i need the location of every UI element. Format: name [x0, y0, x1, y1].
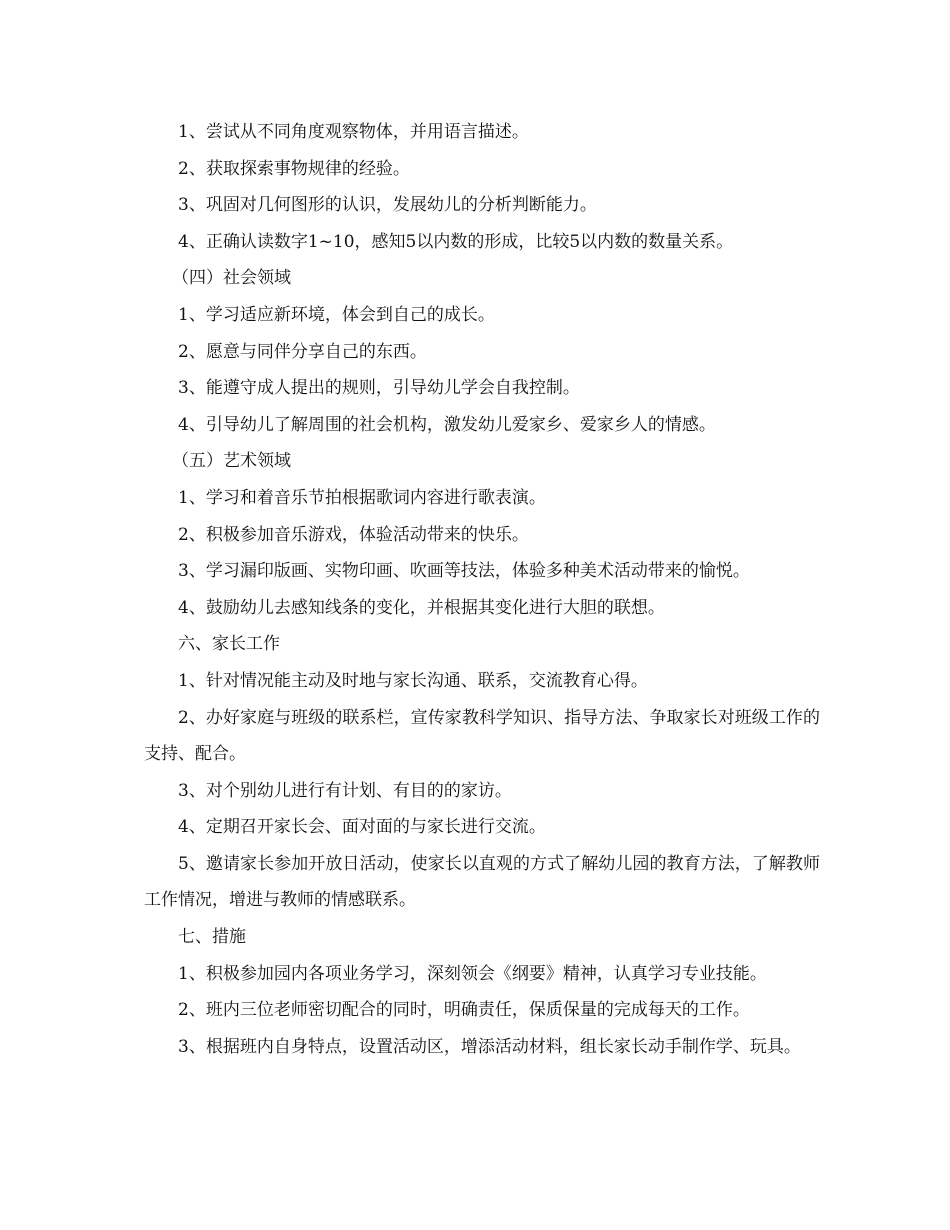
document-body [144, 114, 820, 1065]
section-heading: （四）社会领域 [172, 268, 291, 289]
section-heading: 七、措施 [178, 927, 246, 948]
paragraph: 1、针对情况能主动及时地与家长沟通、联系，交流教育心得。 [178, 670, 648, 691]
paragraph: 2、愿意与同伴分享自己的东西。 [178, 341, 427, 362]
paragraph: 4、正确认读数字1~10，感知5以内数的形成，比较5以内数的数量关系。 [178, 231, 734, 252]
paragraph: 3、对个别幼儿进行有计划、有目的的家访。 [178, 780, 512, 801]
paragraph: 3、学习漏印版画、实物印画、吹画等技法，体验多种美术活动带来的愉悦。 [178, 561, 750, 582]
section-heading: （五）艺术领域 [172, 451, 291, 472]
paragraph: 3、巩固对几何图形的认识，发展幼儿的分析判断能力。 [178, 195, 597, 216]
paragraph: 4、定期召开家长会、面对面的与家长进行交流。 [178, 817, 546, 838]
paragraph: 4、引导幼儿了解周围的社会机构，激发幼儿爱家乡、爱家乡人的情感。 [178, 414, 716, 435]
paragraph: 2、获取探索事物规律的经验。 [178, 158, 410, 179]
paragraph: 2、班内三位老师密切配合的同时，明确责任，保质保量的完成每天的工作。 [178, 1000, 750, 1021]
paragraph: 2、办好家庭与班级的联系栏，宣传家教科学知识、指导方法、争取家长对班级工作的支持、配合。 [144, 707, 820, 765]
paragraph: 1、学习和着音乐节拍根据歌词内容进行歌表演。 [178, 487, 546, 508]
paragraph: 4、鼓励幼儿去感知线条的变化，并根据其变化进行大胆的联想。 [178, 597, 665, 618]
paragraph: 3、根据班内自身特点，设置活动区，增添活动材料，组长家长动手制作学、玩具。 [178, 1036, 801, 1057]
paragraph: 5、邀请家长参加开放日活动，使家长以直观的方式了解幼儿园的教育方法，了解教师工作情况，增进与教师的情感联系。 [144, 853, 820, 911]
section-heading: 六、家长工作 [178, 634, 280, 655]
paragraph: 1、积极参加园内各项业务学习，深刻领会《纲要》精神，认真学习专业技能。 [178, 963, 767, 984]
paragraph: 3、能遵守成人提出的规则，引导幼儿学会自我控制。 [178, 378, 580, 399]
paragraph: 2、积极参加音乐游戏，体验活动带来的快乐。 [178, 524, 529, 545]
paragraph: 1、学习适应新环境，体会到自己的成长。 [178, 304, 495, 325]
paragraph: 1、尝试从不同角度观察物体，并用语言描述。 [178, 122, 529, 142]
